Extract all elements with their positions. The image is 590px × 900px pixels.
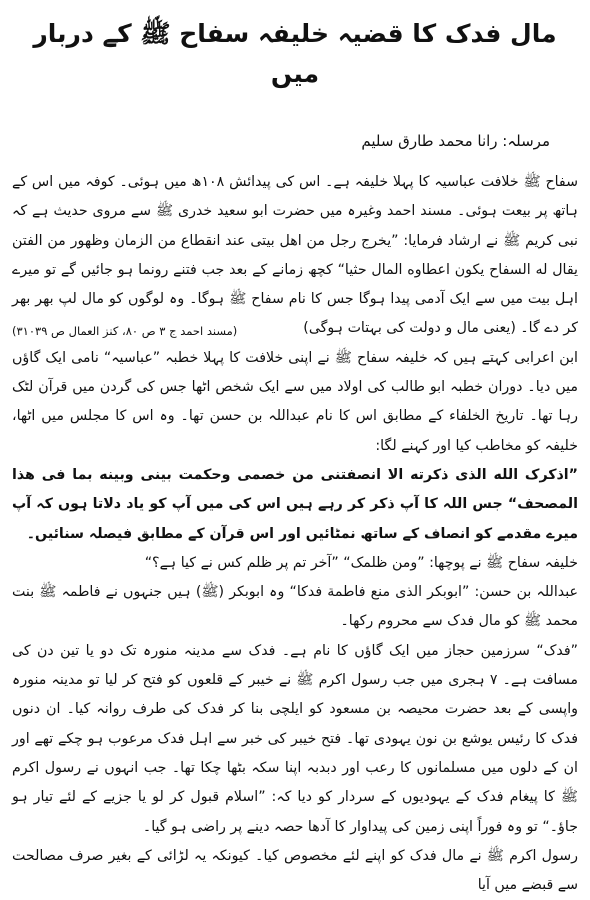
article-byline: مرسلہ: رانا محمد طارق سلیم — [361, 132, 550, 150]
article-title: مال فدک کا قضیہ خلیفہ سفاح ﷺ کے دربار میں — [33, 19, 557, 88]
paragraph-3: ”اذکرک الله الذی ذکرته الا انصفتنی من خصمی وحکمت بینی وبینه بما فی هذا المصحف“ جس اللہ کا آپ ذکر کر رہے ہیں اس کی میں آپ کو یاد دلاتا ہوں کہ آپ میرے مقدمے کو انصاف کے ساتھ نمٹائیں اور اس قرآن کے مطابق فیصلہ سنائیں۔ — [12, 466, 578, 542]
hadith-reference: (مسند احمد ج ۳ ص ۸۰، کنز العمال ص ۳۱۰۳۹) — [12, 323, 238, 338]
paragraph-6: ”فدک“ سرزمین حجاز میں ایک گاؤں کا نام ہے۔ فدک سے مدینہ منورہ تک دو یا تین دن کی مسافت ہے۔ ۷ ہجری میں جب رسول اکرم ﷺ نے خیبر کے قلعوں کو فتح کر لیا تو مدینہ منورہ واپسی کے بعد حضرت محیصہ بن مسعود کو ایلچی بنا کر فدک کی طرف روانہ کیا۔ ان دنوں فدک کا رئیس یوشع بن نون یہودی تھا۔ فتح خیبر کی خبر سے اہل فدک مرعوب ہو چکے تھے اور ان کے دلوں میں مسلمانوں کا رعب اور دبدبہ اپنا سکہ بٹھا چکا تھا۔ جب انہوں نے رسول اکرم ﷺ کا پیغام فدک کے یہودیوں کے سردار کو دیا کہ: ”اسلام قبول کر لو یا جزیے کے لئے تیار ہو جاؤ۔“ تو وہ فوراً اپنی زمین کی پیداوار کا آدھا حصہ دینے پر راضی ہو گیا۔ — [12, 642, 578, 835]
paragraph-4: خلیفہ سفاح ﷺ نے پوچھا: ”ومن ظلمک“ ”آخر تم پر ظلم کس نے کیا ہے؟“ — [144, 554, 578, 571]
paragraph-1: سفاح ﷺ خلافت عباسیہ کا پہلا خلیفہ ہے۔ اس کی پیدائش ۱۰۸ھ میں ہوئی۔ کوفہ میں اس کے ہاتھ پر بیعت ہوئی۔ مسند احمد وغیرہ میں حضرت ابو سعید خدری ﷺ سے مروی حدیث ہے کہ نبی کریم ﷺ نے ارشاد فرمایا: ”یخرج رجل من اهل بیتی عند انقطاع من الزمان وظهور من الفتن یقال له السفاح یکون اعطاوه المال حثیا“ کچھ زمانے کے بعد جب فتنے رونما ہو جائیں گے تو میرے اہل بیت میں سے ایک آدمی پیدا ہوگا جس کا نام سفاح ﷺ ہوگا۔ وہ لوگوں کو مال لپ بھر بھر کر دے گا۔ (یعنی مال و دولت کی بہتات ہوگی) — [12, 174, 578, 337]
paragraph-5: عبداللہ بن حسن: ”ابوبکر الذی منع فاطمة فدکا“ وہ ابوبکر (ﷺ) ہیں جنہوں نے فاطمہ ﷺ بنت محمد ﷺ کو مال فدک سے محروم رکھا۔ — [12, 584, 578, 630]
paragraph-7: رسول اکرم ﷺ نے مال فدک کو اپنے لئے مخصوص کیا۔ کیونکہ یہ لڑائی کے بغیر صرف مصالحت سے قبضے میں آیا — [12, 847, 578, 894]
paragraph-2: ابن اعرابی کہتے ہیں کہ خلیفہ سفاح ﷺ نے اپنی خلافت کا پہلا خطبہ ”عباسیہ“ نامی ایک گاؤں میں دیا۔ دوران خطبہ ابو طالب کی اولاد میں سے ایک شخص اٹھا جس کی گردن میں قرآن لٹک رہا تھا۔ تاریخ الخلفاء کے مطابق اس کا نام عبداللہ بن حسن تھا۔ وہ اس کا مجلس میں اٹھا، خلیفہ کو مخاطب کیا اور کہنے لگا: — [12, 349, 578, 454]
